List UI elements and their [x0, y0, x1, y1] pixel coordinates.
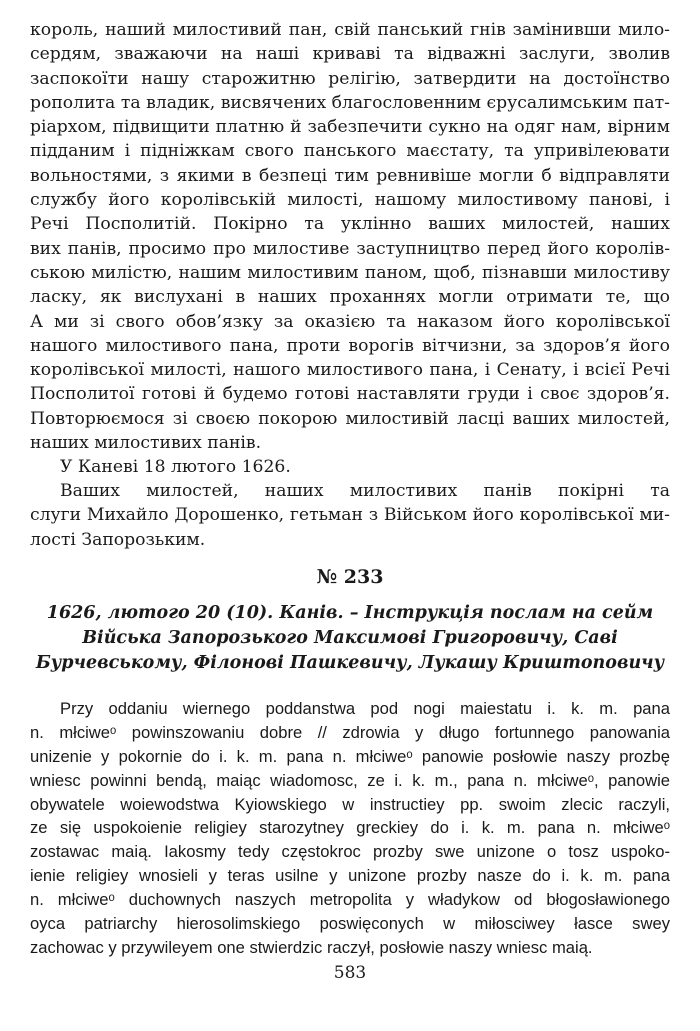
place-date-line: У Каневі 18 лютого 1626.: [60, 457, 291, 477]
signature-line: лості Запорозьким.: [30, 529, 206, 550]
letter-line: А ми зі свого обов’язку за оказією та наказом його королівської: [30, 311, 670, 332]
heading-line: Війська Запорозького Максимові Григоровичу, Саві: [82, 628, 618, 648]
body-line: unizenie y pokornie do i. k. m. pana n. młciweᵒ panowie posłowie naszy prozbę: [30, 746, 670, 766]
letter-line: королівської милості, нашого милостивого пана, і Сенату, і всієї Речі: [30, 360, 670, 381]
body-line: oyca patriarchy hierosolimskiego poswięconych w miłosciwey łasce swey: [30, 914, 670, 934]
letter-line: сердям, зважаючи на наші криваві та відважні заслуги, зволив: [30, 44, 670, 65]
body-line: zachowac y przywileyem one stwierdzic raczył, posłowie naszy wniesc maią.: [30, 937, 593, 957]
letter-line: ласку, як вислухані в наших проханнях могли отримати те, що: [30, 287, 670, 308]
letter-line: підданим і підніжкам свого панського маєстату, та упривілеювати: [30, 141, 670, 162]
body-line: Przy oddaniu wiernego poddanstwa pod nogi maiestatu i. k. m. pana: [60, 699, 670, 718]
letter-line: наших милостивих панів.: [30, 433, 262, 454]
body-line: wniesc powinni bendą, maiąc wiadomosc, ze i. k. m., pana n. młciweᵒ, panowie: [30, 770, 670, 790]
letter-line: Повторюємося зі своєю покорою милостивій ласці ваших милостей,: [30, 408, 670, 429]
heading-line: Бурчевському, Філонові Пашкевичу, Лукашу Криштоповичу: [35, 653, 665, 673]
letter-line: службу його королівській милості, нашому милостивому панові, і: [30, 190, 670, 211]
signature-line: Ваших милостей, наших милостивих панів покірні та: [60, 481, 670, 501]
document-heading: [30, 601, 670, 676]
letter-line: ською милістю, нашим милостивим паном, щоб, пізнавши милостиву: [30, 262, 670, 283]
letter-line: рополита та владик, висвячених благословенним єрусалимським пат-: [30, 92, 670, 113]
body-line: obywatele woiewodstwa Kyiowskiego w instructiey pp. swoim zlecic raczyli,: [30, 794, 670, 814]
letter-line: заспокоїти нашу старожитню релігію, затвердити на достоїнство: [30, 68, 670, 89]
letter-line: ріархом, підвищити платню й забезпечити сукно на одяг нам, вірним: [30, 117, 670, 138]
letter-line: Посполитої готові й будемо готові наставляти груди і своє здоров’я.: [30, 384, 670, 405]
letter-line: Речі Посполитій. Покірно та уклінно ваших милостей, наших: [30, 214, 670, 235]
heading-line: 1626, лютого 20 (10). Канів. – Інструкція послам на сейм: [46, 603, 654, 623]
body-line: n. młciweᵒ powinszowaniu dobre // zdrowia y długo fortunnego panowania: [30, 722, 670, 742]
body-line: ienie religiey wnosieli y teras usilne y unizone prozby nasze do i. k. m. pana: [30, 866, 670, 886]
letter-line: король, наший милостивий пан, свій панський гнів замінивши мило-: [30, 20, 670, 40]
signature-block: [30, 479, 670, 552]
place-date: [30, 455, 670, 479]
page-number: 583: [333, 963, 367, 983]
body-line: n. młciweᵒ duchownych naszych metropolita y władykow od błogosławionego: [30, 890, 670, 910]
letter-line: вих панів, просимо про милостиве заступництво перед його королів-: [30, 238, 670, 259]
document-body: [30, 697, 670, 960]
letter-text: [30, 18, 670, 455]
body-line: zostawac maią. Iakosmy tedy częstokroc prozby swe unizone o tosz uspoko-: [30, 842, 670, 862]
body-line: ze się uspokoienie religiey starozytney greckiey do i. k. m. pana n. młciweᵒ: [30, 818, 670, 838]
signature-line: слуги Михайло Дорошенко, гетьман з Військом його королівської ми-: [30, 505, 670, 526]
letter-line: нашого милостивого пана, проти ворогів вітчизни, за здоров’я його: [30, 335, 670, 356]
letter-line: вольностями, з якими в безпеці тим ревнивіше могли б відправляти: [30, 165, 670, 186]
document-number: № 233: [316, 566, 384, 588]
